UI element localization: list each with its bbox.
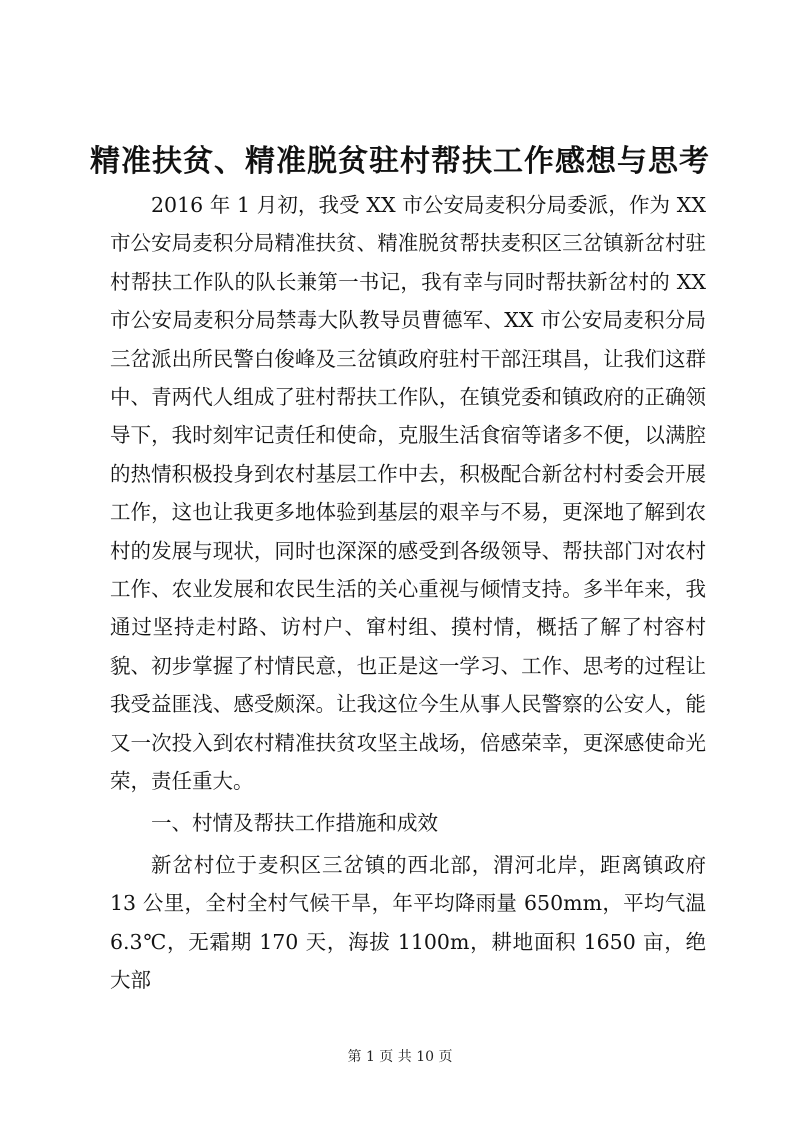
- intro-paragraph: 2016 年 1 月初，我受 XX 市公安局麦积分局委派，作为 XX 市公安局麦积分局精准扶贫、精准脱贫帮扶麦积区三岔镇新岔村驻村帮扶工作队的队长兼第一书记，我有幸与同时帮扶新岔村的 XX 市公安局麦积分局禁毒大队教导员曹德军、XX 市公安局麦积分局三岔派出所民警白俊峰及三岔镇政府驻村干部汪琪昌，让我们这群中、青两代人组成了驻村帮扶工作队，在镇党委和镇政府的正确领导下，我时刻牢记责任和使命，克服生活食宿等诸多不便，以满腔的热情积极投身到农村基层工作中去，积极配合新岔村村委会开展工作，这也让我更多地体验到基层的艰辛与不易，更深地了解到农村的发展与现状，同时也深深的感受到各级领导、帮扶部门对农村工作、农业发展和农民生活的关心重视与倾情支持。多半年来，我通过坚持走村路、访村户、窜村组、摸村情，概括了解了村容村貌、初步掌握了村情民意，也正是这一学习、工作、思考的过程让我受益匪浅、感受颇深。让我这位今生从事人民警察的公安人，能又一次投入到农村精准扶贫攻坚主战场，倍感荣幸，更深感使命光荣，责任重大。: [110, 193, 706, 794]
- document-title: 精准扶贫、精准脱贫驻村帮扶工作感想与思考: [90, 144, 710, 179]
- document-body: [110, 186, 706, 1000]
- page-footer: 第 1 页 共 10 页: [347, 1049, 453, 1065]
- section-heading: 一、村情及帮扶工作措施和成效: [151, 810, 438, 835]
- section-paragraph: 新岔村位于麦积区三岔镇的西北部，渭河北岸，距离镇政府 13 公里，全村全村气候干旱，年平均降雨量 650mm，平均气温 6.3℃，无霜期 170 天，海拔 1100m，耕地面积 1650 亩，绝大部: [110, 852, 706, 993]
